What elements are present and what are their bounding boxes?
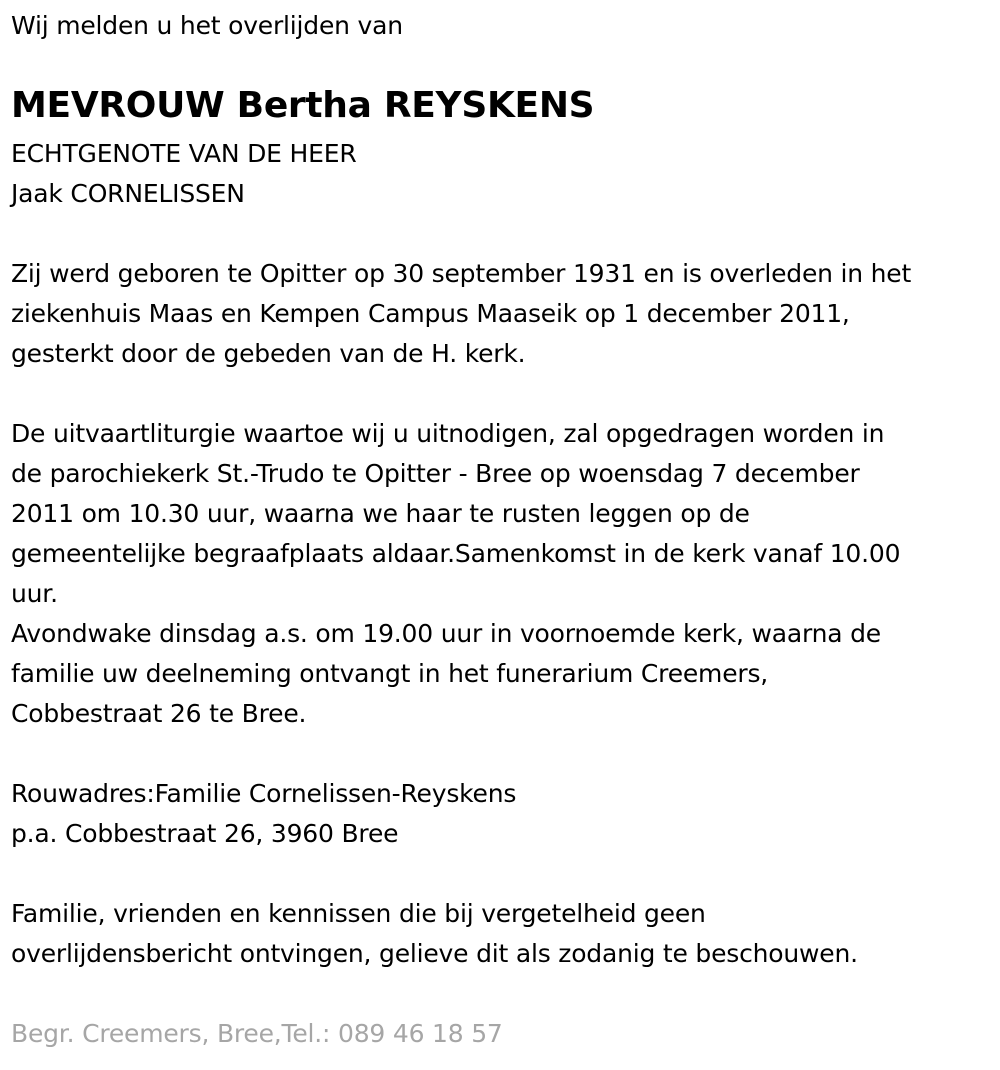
paragraph-line: Zij werd geboren te Opitter op 30 september 1931 en is overleden in het: [11, 259, 912, 288]
paragraph-line: de parochiekerk St.-Trudo te Opitter - Bree op woensdag 7 december: [11, 459, 860, 488]
paragraph-line: 2011 om 10.30 uur, waarna we haar te rusten leggen op de: [11, 499, 750, 528]
paragraph-line: De uitvaartliturgie waartoe wij u uitnodigen, zal opgedragen worden in: [11, 419, 885, 448]
paragraph-line: overlijdensbericht ontvingen, gelieve dit als zodanig te beschouwen.: [11, 939, 858, 968]
address-line: p.a. Cobbestraat 26, 3960 Bree: [11, 819, 399, 848]
paragraph-line: ziekenhuis Maas en Kempen Campus Maaseik op 1 december 2011,: [11, 299, 850, 328]
paragraph-line: familie uw deelneming ontvangt in het funerarium Creemers,: [11, 659, 769, 688]
birth-death-paragraph: [11, 254, 911, 374]
paragraph-line: gemeentelijke begraafplaats aldaar.Samenkomst in de kerk vanaf 10.00: [11, 539, 901, 568]
funeral-paragraph: [11, 414, 900, 734]
spouse-title: ECHTGENOTE VAN DE HEER: [11, 139, 357, 168]
mourning-address: [11, 774, 516, 854]
intro-text: Wij melden u het overlijden van: [11, 11, 403, 40]
paragraph-line: gesterkt door de gebeden van de H. kerk.: [11, 339, 526, 368]
funeral-home-footer: Begr. Creemers, Bree,Tel.: 089 46 18 57: [11, 1019, 503, 1048]
spouse-name: Jaak CORNELISSEN: [11, 179, 245, 208]
address-line: Rouwadres:Familie Cornelissen-Reyskens: [11, 779, 517, 808]
paragraph-line: Avondwake dinsdag a.s. om 19.00 uur in voornoemde kerk, waarna de: [11, 619, 881, 648]
paragraph-line: Familie, vrienden en kennissen die bij vergetelheid geen: [11, 899, 706, 928]
notice-paragraph: [11, 894, 858, 974]
paragraph-line: Cobbestraat 26 te Bree.: [11, 699, 307, 728]
deceased-name: MEVROUW Bertha REYSKENS: [11, 85, 595, 126]
spouse-section: [11, 134, 357, 214]
paragraph-line: uur.: [11, 579, 58, 608]
